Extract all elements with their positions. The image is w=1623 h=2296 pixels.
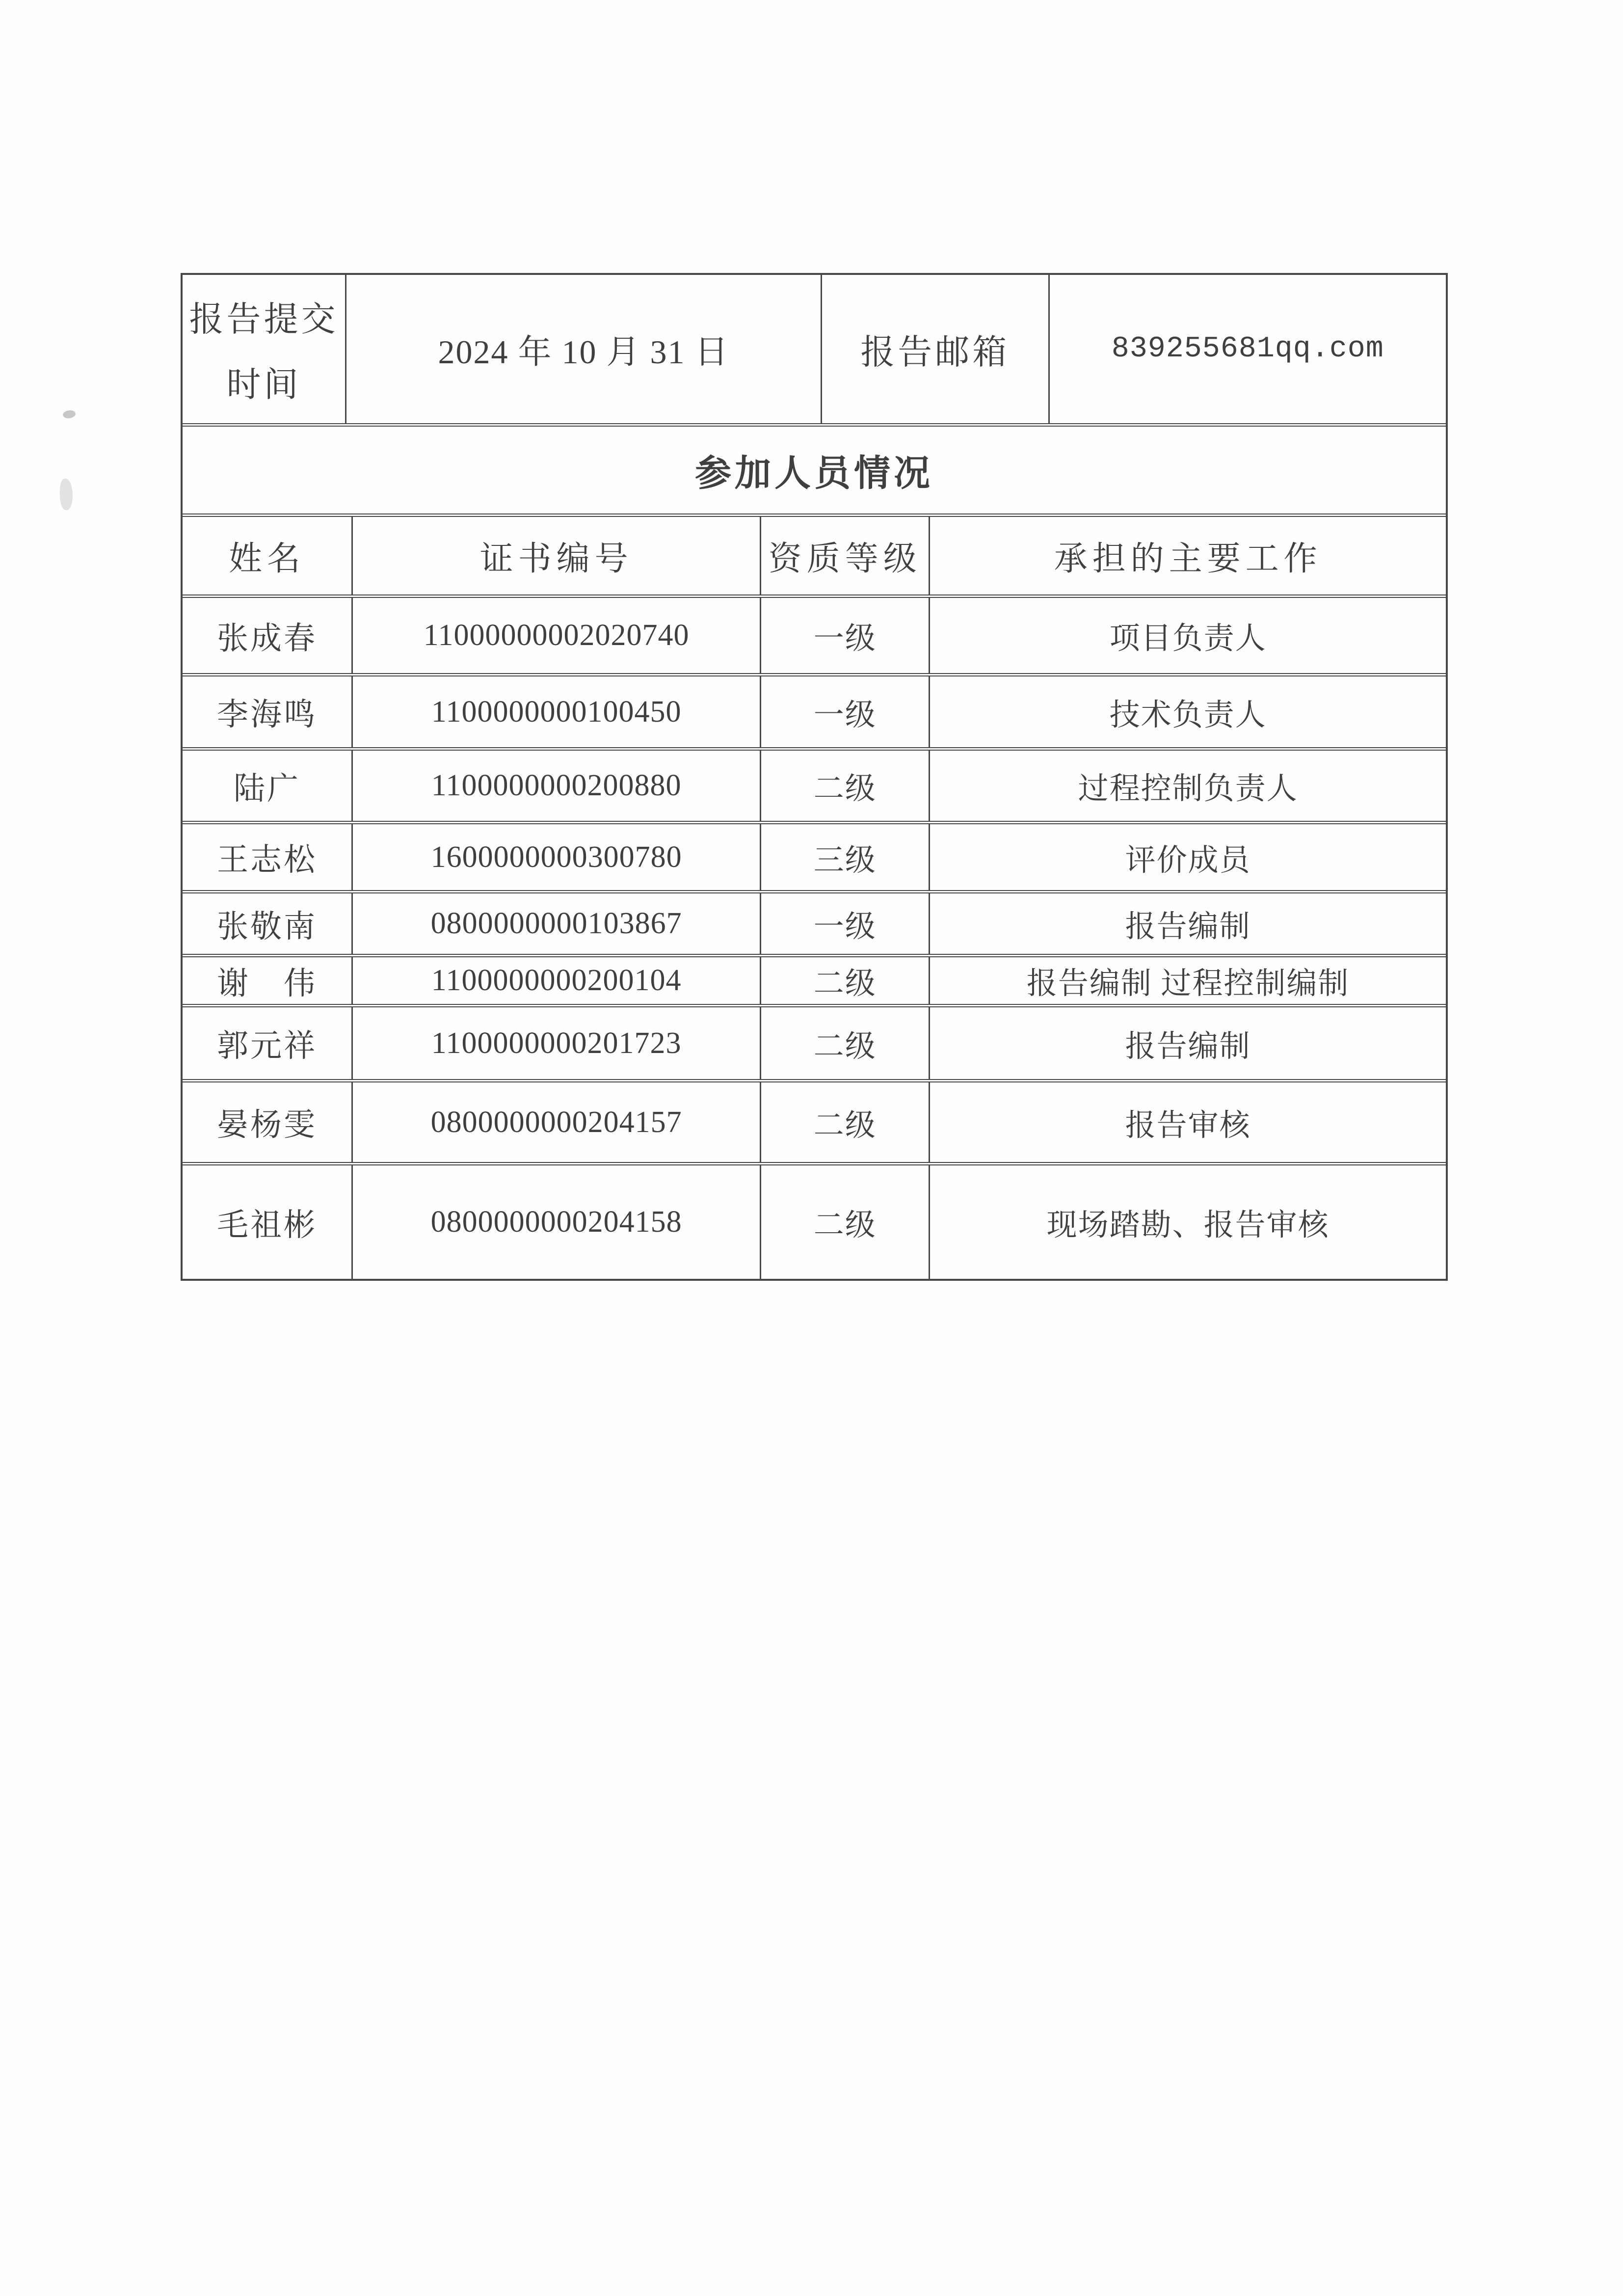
submit-time-label [183, 275, 345, 423]
cell-cert-no: 0800000000204158 [351, 1165, 760, 1279]
report-email-value: 839255681qq.com [1048, 275, 1446, 423]
scan-artifact [62, 409, 76, 419]
cell-work: 报告审核 [929, 1082, 1446, 1162]
table-row [183, 1004, 1446, 1079]
cell-cert-no: 1600000000300780 [351, 824, 760, 890]
table-row [183, 890, 1446, 954]
cell-level: 三级 [760, 824, 929, 890]
report-email-label: 报告邮箱 [821, 275, 1048, 423]
submit-time-label-line1: 报告提交 [189, 301, 339, 339]
cell-level: 一级 [760, 598, 929, 673]
cell-work: 报告编制 [929, 1007, 1446, 1079]
table-row [183, 747, 1446, 821]
cell-level: 二级 [760, 957, 929, 1004]
scan-artifact [60, 479, 73, 510]
cell-level: 二级 [760, 1082, 929, 1162]
cell-work: 评价成员 [929, 824, 1446, 890]
cell-cert-no: 11000000002020740 [351, 598, 760, 673]
table-row [183, 1162, 1446, 1279]
cell-work: 现场踏勘、报告审核 [929, 1165, 1446, 1279]
cell-name: 张成春 [216, 621, 317, 656]
personnel-rows [183, 594, 1446, 1279]
cell-cert-no: 1100000000200104 [351, 957, 760, 1004]
cell-cert-no: 1100000000200880 [351, 751, 760, 821]
cell-cert-no: 1100000000100450 [351, 676, 760, 747]
cell-work: 过程控制负责人 [929, 751, 1446, 821]
cell-name: 毛祖彬 [216, 1207, 317, 1243]
header-cert-no: 证书编号 [351, 517, 760, 594]
table-row [183, 954, 1446, 1004]
cell-name: 陆广 [233, 771, 300, 806]
table-row [183, 1079, 1446, 1162]
cell-name: 谢 伟 [216, 966, 317, 1001]
cell-cert-no: 1100000000201723 [351, 1007, 760, 1079]
header-level: 资质等级 [760, 517, 929, 594]
cell-work: 技术负责人 [929, 676, 1446, 747]
cell-name: 晏杨雯 [216, 1107, 317, 1142]
submit-time-value: 2024 年 10 月 31 日 [345, 275, 821, 423]
cell-level: 二级 [760, 1165, 929, 1279]
header-name: 姓名 [228, 540, 305, 577]
cell-name: 张敬南 [216, 909, 317, 944]
report-meta-row [183, 275, 1446, 423]
personnel-header-row [183, 513, 1446, 594]
section-title: 参加人员情况 [695, 452, 933, 493]
report-info-table [181, 273, 1448, 1281]
cell-name: 王志松 [216, 842, 317, 877]
cell-work: 项目负责人 [929, 598, 1446, 673]
cell-cert-no: 0800000000103867 [351, 893, 760, 954]
cell-name: 郭元祥 [216, 1028, 317, 1063]
table-row [183, 673, 1446, 747]
table-row [183, 594, 1446, 673]
section-title-row [183, 423, 1446, 513]
table-row [183, 821, 1446, 890]
cell-level: 一级 [760, 893, 929, 954]
cell-name: 李海鸣 [216, 697, 317, 732]
submit-time-label-line2: 时间 [226, 366, 301, 404]
cell-level: 二级 [760, 751, 929, 821]
cell-level: 二级 [760, 1007, 929, 1079]
cell-cert-no: 0800000000204157 [351, 1082, 760, 1162]
cell-work: 报告编制 [929, 893, 1446, 954]
header-work: 承担的主要工作 [929, 517, 1446, 594]
cell-work: 报告编制 过程控制编制 [929, 957, 1446, 1004]
cell-level: 一级 [760, 676, 929, 747]
